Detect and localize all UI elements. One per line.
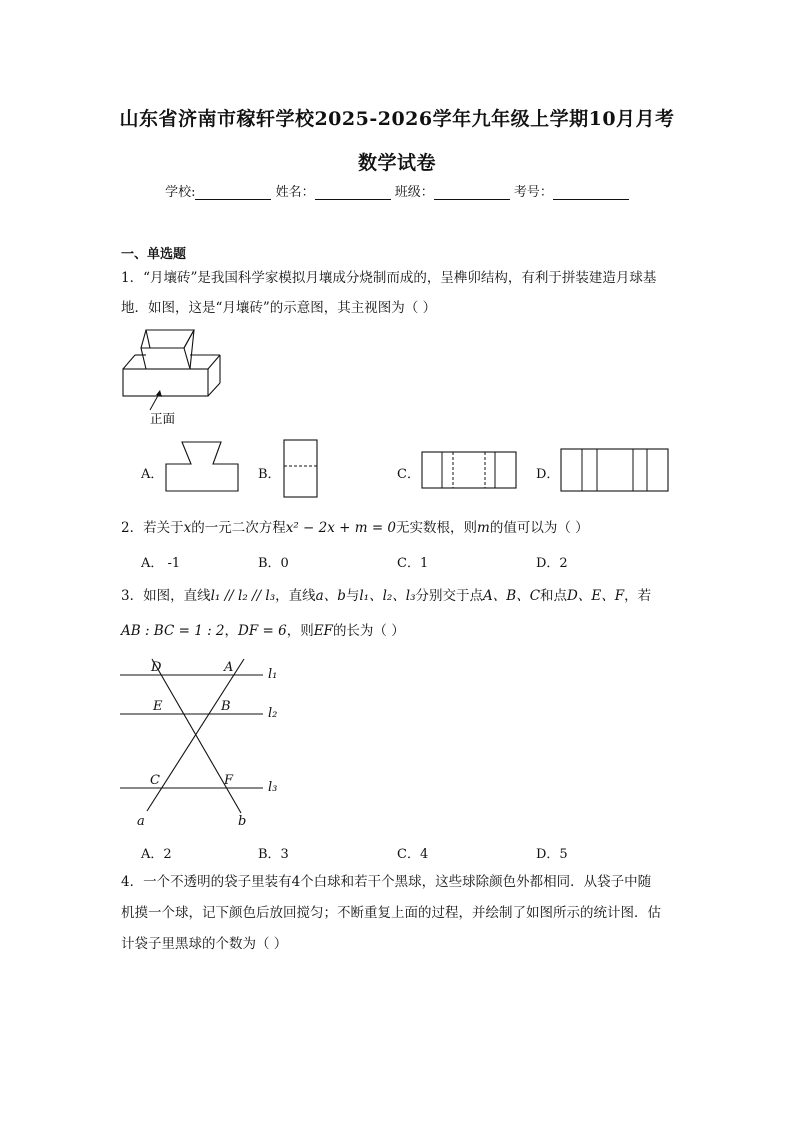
q3-option-c[interactable]: C．4 bbox=[397, 847, 429, 862]
question-3-line1 bbox=[121, 581, 701, 612]
q2-option-d[interactable]: D．2 bbox=[536, 556, 568, 571]
q2-option-c[interactable]: C．1 bbox=[397, 556, 429, 571]
q2-equation: x² − 2x + m = 0 bbox=[285, 520, 397, 536]
q2-suffix2: 的值可以为（ ） bbox=[489, 520, 589, 536]
question-4-line3: 计袋子里黑球的个数为（ ） bbox=[121, 936, 288, 952]
q3-mid2: 与 bbox=[345, 588, 360, 604]
q3-ab: a、b bbox=[315, 588, 346, 604]
q2-var-x: x bbox=[183, 520, 192, 536]
q1-option-b-label[interactable]: B． bbox=[258, 467, 281, 482]
q2-prefix: 2．若关于 bbox=[121, 520, 184, 536]
exam-title-line2: 数学试卷 bbox=[357, 152, 436, 174]
q3-mid3: 分别交于点 bbox=[415, 588, 484, 604]
question-1-line1: 1．“月壤砖”是我国科学家模拟月壤成分烧制而成的，呈榫卯结构，有利于拼装建造月球基 bbox=[121, 270, 657, 286]
question-4-line1: 4．一个不透明的袋子里装有4个白球和若干个黑球，这些球除颜色外都相同．从袋子中随 bbox=[121, 874, 652, 890]
label-line-a: a bbox=[137, 814, 145, 829]
q3-mid: ，直线 bbox=[275, 588, 316, 604]
student-info-line bbox=[0, 181, 794, 200]
q3-option-d[interactable]: D．5 bbox=[536, 847, 568, 862]
q3-def: D、E、F bbox=[567, 588, 625, 604]
q1-option-a-label[interactable]: A． bbox=[141, 467, 164, 482]
class-blank[interactable] bbox=[434, 185, 510, 200]
class-label: 班级： bbox=[394, 185, 434, 200]
q3-option-a[interactable]: A．2 bbox=[141, 847, 172, 862]
q1-option-d-figure bbox=[560, 448, 672, 494]
label-a: A bbox=[224, 660, 234, 675]
label-l3: l₃ bbox=[268, 780, 278, 795]
q3-abc: A、B、C bbox=[483, 588, 541, 604]
q3-l123: l₁、l₂、l₃ bbox=[359, 588, 416, 604]
q1-option-b-figure bbox=[283, 439, 319, 499]
label-e: E bbox=[153, 699, 163, 714]
q3-line2-end: 的长为（ ） bbox=[332, 623, 405, 639]
q1-option-c-figure bbox=[421, 451, 519, 491]
exam-no-blank[interactable] bbox=[553, 185, 629, 200]
q3-option-b[interactable]: B．3 bbox=[258, 847, 289, 862]
exam-title-line1: 山东省济南市稼轩学校2025-2026学年九年级上学期10月月考 bbox=[119, 108, 675, 130]
label-l2: l₂ bbox=[268, 706, 278, 721]
label-b: B bbox=[221, 699, 231, 714]
label-line-b: b bbox=[238, 814, 247, 829]
q3-ratio: AB : BC = 1 : 2 bbox=[121, 623, 225, 639]
q3-df: DF = 6 bbox=[238, 623, 287, 639]
exam-no-label: 考号： bbox=[513, 185, 553, 200]
section-title: 一、单选题 bbox=[121, 247, 187, 262]
q1-option-a-figure bbox=[164, 440, 244, 494]
name-blank[interactable] bbox=[315, 185, 391, 200]
label-l1: l₁ bbox=[268, 667, 278, 682]
q1-option-d-label[interactable]: D． bbox=[536, 467, 560, 482]
q3-end: ，若 bbox=[624, 588, 652, 604]
name-label: 姓名： bbox=[275, 185, 315, 200]
label-c: C bbox=[150, 773, 160, 788]
q2-var-m: m bbox=[477, 520, 490, 536]
question-3-line2 bbox=[121, 616, 681, 647]
question-1-line2: 地．如图，这是“月壤砖”的示意图，其主视图为（ ） bbox=[121, 300, 437, 316]
school-label: 学校: bbox=[165, 185, 196, 200]
q2-option-a[interactable]: A． -1 bbox=[141, 556, 181, 571]
q3-prefix: 3．如图，直线 bbox=[121, 588, 211, 604]
parallel-lines-figure bbox=[118, 655, 288, 830]
q3-mid4: 和点 bbox=[540, 588, 568, 604]
q3-ef: EF bbox=[313, 623, 333, 639]
question-4-line2: 机摸一个球，记下颜色后放回搅匀；不断重复上面的过程，并绘制了如图所示的统计图．估 bbox=[121, 905, 661, 921]
q3-line2-mid: ， bbox=[224, 623, 239, 639]
school-blank[interactable] bbox=[195, 185, 271, 200]
q2-suffix1: 无实数根，则 bbox=[396, 520, 478, 536]
q3-line2-mid2: ，则 bbox=[286, 623, 314, 639]
label-f: F bbox=[224, 773, 234, 788]
q1-option-c-label[interactable]: C． bbox=[397, 467, 420, 482]
q3-parallel: l₁ // l₂ // l₃ bbox=[210, 588, 276, 604]
front-label: 正面 bbox=[150, 411, 176, 426]
moon-brick-figure bbox=[118, 326, 228, 430]
q2-option-b[interactable]: B．0 bbox=[258, 556, 289, 571]
q2-mid: 的一元二次方程 bbox=[191, 520, 286, 536]
label-d: D bbox=[151, 660, 162, 675]
question-2 bbox=[121, 513, 681, 544]
